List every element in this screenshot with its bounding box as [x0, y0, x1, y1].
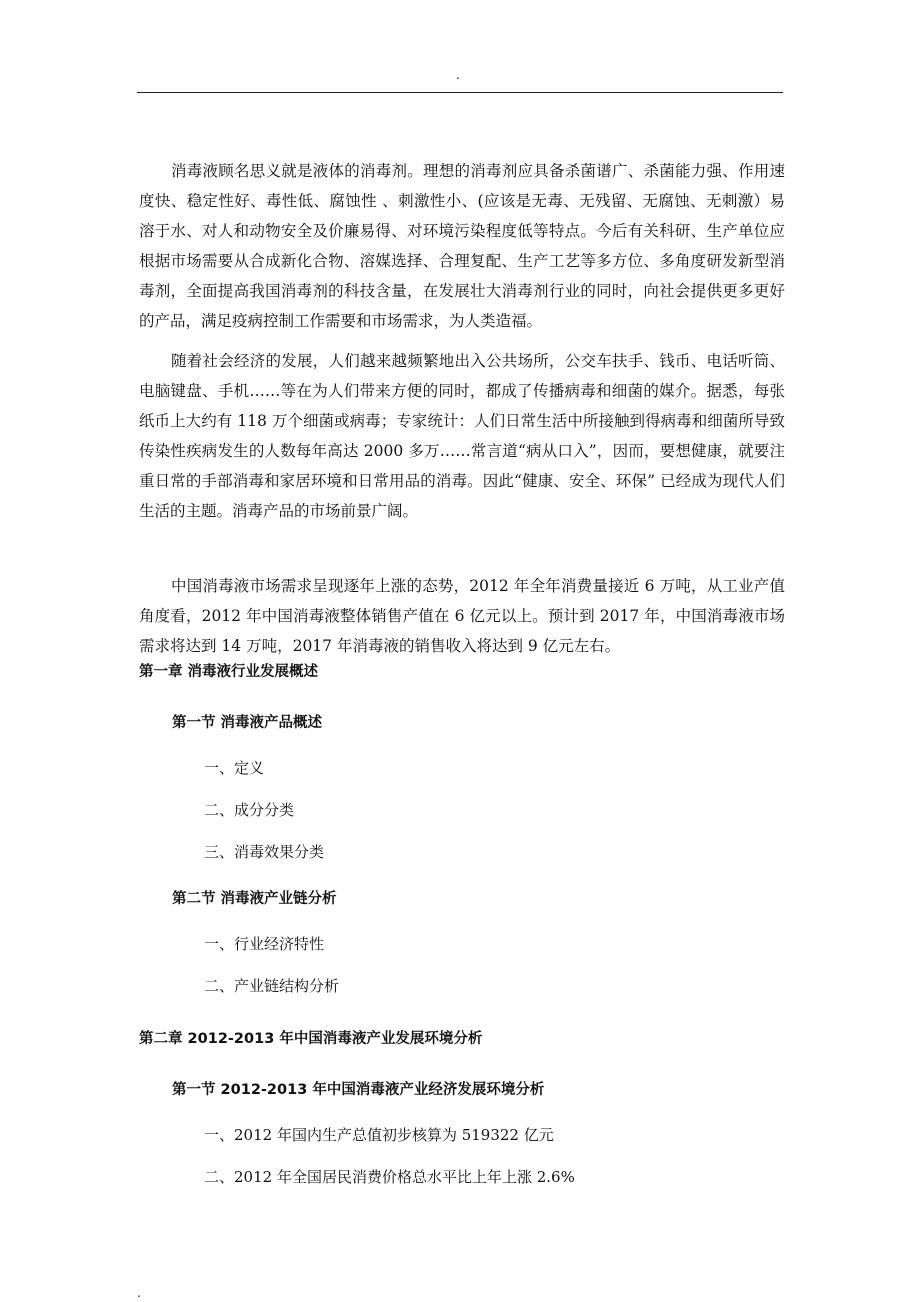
footer-mark: .	[137, 1286, 141, 1300]
header-mark: .	[456, 68, 460, 82]
toc-item: 二、2012 年全国居民消费价格总水平比上年上涨 2.6%	[204, 1168, 575, 1186]
toc-item: 一、行业经济特性	[204, 935, 325, 953]
intro-paragraph-3: 中国消毒液市场需求呈现逐年上涨的态势，2012 年全年消费量接近 6 万吨，从工业产值角度看，2012 年中国消毒液整体销售产值在 6 亿元以上。预计到 2017 年，中国消毒液市场需求将达到 14 万吨，2017 年消毒液的销售收入将达到 9 亿元左右。	[139, 577, 785, 655]
intro-paragraph-1: 消毒液顾名思义就是液体的消毒剂。理想的消毒剂应具备杀菌谱广、杀菌能力强、作用速度快、稳定性好、毒性低、腐蚀性 、刺激性小、(应该是无毒、无残留、无腐蚀、无刺激）易溶于水、对人和动物安全及价廉易得、对环境污染程度低等特点。今后有关科研、生产单位应根据市场需要从合成新化合物、溶媒选择、合理复配、生产工艺等多方位、多角度研发新型消毒剂，全面提高我国消毒剂的科技含量，在发展壮大消毒剂行业的同时，向社会提供更多更好的产品，满足疫病控制工作需要和市场需求，为人类造福。	[139, 162, 785, 330]
section-2-1-heading: 第一节 2012-2013 年中国消毒液产业经济发展环境分析	[172, 1082, 545, 1098]
chapter-1-heading: 第一章 消毒液行业发展概述	[139, 664, 319, 680]
toc-item: 一、2012 年国内生产总值初步核算为 519322 亿元	[204, 1126, 554, 1144]
intro-paragraph-2: 随着社会经济的发展，人们越来越频繁地出入公共场所，公交车扶手、钱币、电话听筒、电脑键盘、手机……等在为人们带来方便的同时，都成了传播病毒和细菌的媒介。据悉，每张纸币上大约有 118 万个细菌或病毒；专家统计：人们日常生活中所接触到得病毒和细菌所导致传染性疾病发生的人数每年高达 2000 多万……常言道“病从口入”，因而，要想健康，就要注重日常的手部消毒和家居环境和日常用品的消毒。因此“健康、安全、环保” 已经成为现代人们生活的主题。消毒产品的市场前景广阔。	[139, 352, 785, 520]
header-rule	[137, 92, 783, 93]
section-1-2-heading: 第二节 消毒液产业链分析	[172, 891, 337, 907]
toc-item: 一、定义	[204, 759, 265, 777]
section-1-1-heading: 第一节 消毒液产品概述	[172, 715, 323, 731]
toc-item: 二、成分分类	[204, 801, 295, 819]
chapter-2-heading: 第二章 2012-2013 年中国消毒液产业发展环境分析	[139, 1031, 483, 1047]
toc-item: 三、消毒效果分类	[204, 843, 325, 861]
toc-item: 二、产业链结构分析	[204, 977, 340, 995]
